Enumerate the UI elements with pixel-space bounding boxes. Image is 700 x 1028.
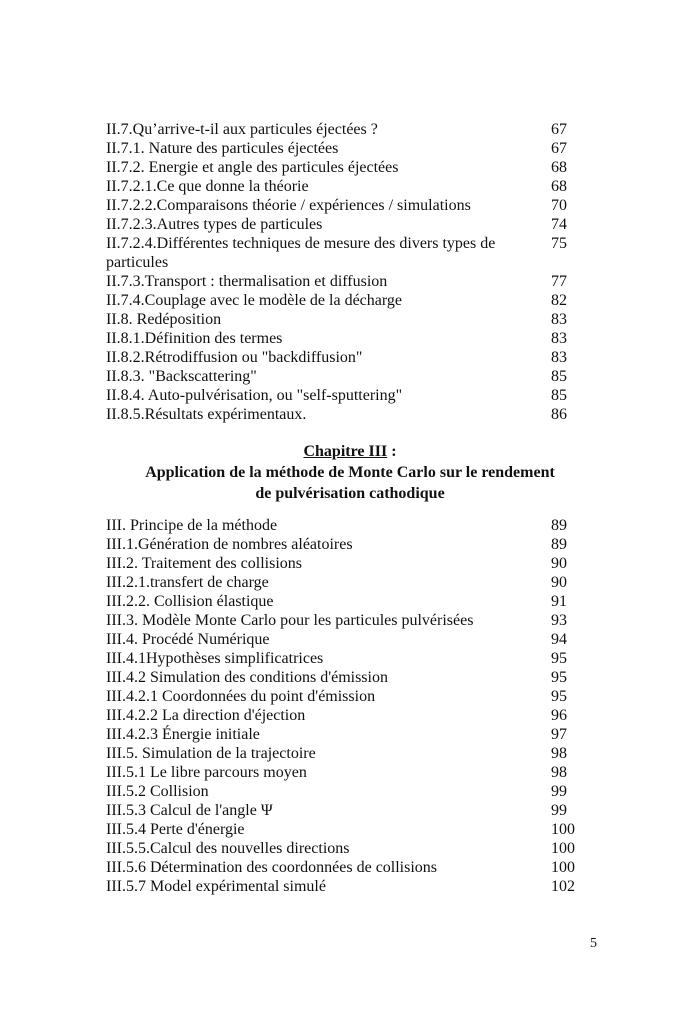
chapter-colon: : [387, 443, 397, 460]
toc-entry[interactable] [106, 744, 581, 763]
toc-entry[interactable] [106, 234, 581, 272]
chapter-title-line-2: de pulvérisation cathodique [255, 485, 445, 502]
toc-entry-page: 67 [551, 140, 567, 157]
toc-entry-page: 86 [551, 406, 567, 423]
toc-entry-page: 97 [551, 726, 567, 743]
toc-entry-title: III.5.4 Perte d'énergie [106, 821, 245, 838]
toc-entry-title: II.8.4. Auto-pulvérisation, ou "self-sputtering" [106, 387, 403, 404]
toc-entry[interactable] [106, 554, 581, 573]
toc-entry-title: II.8. Redéposition [106, 311, 222, 328]
toc-entry-title: II.7.3.Transport : thermalisation et diffusion [106, 273, 388, 290]
toc-entry-title: III. Principe de la méthode [106, 517, 278, 534]
toc-entry-page: 98 [551, 764, 567, 781]
toc-entry[interactable] [106, 405, 581, 424]
toc-entry[interactable] [106, 535, 581, 554]
toc-entry-title: III.4.1Hypothèses simplificatrices [106, 650, 324, 667]
toc-entry-page: 100 [551, 859, 575, 876]
toc-entry-title: III.4.2 Simulation des conditions d'émission [106, 669, 388, 686]
toc-entry-page: 83 [551, 330, 567, 347]
toc-entry-title: III.4.2.1 Coordonnées du point d'émission [106, 688, 376, 705]
toc-entry-title: II.7.2.2.Comparaisons théorie / expériences / simulations [106, 197, 471, 214]
toc-entry[interactable] [106, 592, 581, 611]
toc-entry-title: III.3. Modèle Monte Carlo pour les particules pulvérisées [106, 612, 474, 629]
toc-entry-page: 74 [551, 216, 567, 233]
toc-entry[interactable] [106, 291, 581, 310]
toc-entry[interactable] [106, 706, 581, 725]
toc-entry[interactable] [106, 877, 581, 896]
toc-entry-title: III.5.7 Model expérimental simulé [106, 878, 326, 895]
toc-entry-page: 90 [551, 555, 567, 572]
toc-entry[interactable] [106, 177, 581, 196]
toc-entry-title: III.4. Procédé Numérique [106, 631, 270, 648]
toc-entry-page: 91 [551, 593, 567, 610]
toc-entry-page: 82 [551, 292, 567, 309]
toc-entry-page: 85 [551, 387, 567, 404]
toc-entry-title: III.2. Traitement des collisions [106, 555, 302, 572]
toc-entry-page: 99 [551, 783, 567, 800]
toc-entry-page: 89 [551, 517, 567, 534]
toc-entry[interactable] [106, 630, 581, 649]
toc-entry-page: 70 [551, 197, 567, 214]
chapter-heading [0, 441, 700, 504]
toc-entry[interactable] [106, 839, 581, 858]
toc-entry[interactable] [106, 668, 581, 687]
toc-entry-title: III.5.6 Détermination des coordonnées de collisions [106, 859, 438, 876]
toc-entry-page: 77 [551, 273, 567, 290]
toc-entry[interactable] [106, 687, 581, 706]
toc-entry-page: 100 [551, 840, 575, 857]
toc-entry-page: 68 [551, 159, 567, 176]
toc-entry-title: II.8.2.Rétrodiffusion ou "backdiffusion" [106, 349, 363, 366]
toc-entry-page: 98 [551, 745, 567, 762]
toc-entry[interactable] [106, 196, 581, 215]
toc-entry[interactable] [106, 516, 581, 535]
toc-entry-title: III.5.3 Calcul de l'angle Ψ [106, 802, 273, 819]
toc-entry-page: 95 [551, 650, 567, 667]
toc-entry-title: III.5. Simulation de la trajectoire [106, 745, 316, 762]
toc-entry-page: 96 [551, 707, 567, 724]
toc-entry[interactable] [106, 367, 581, 386]
toc-entry-page: 83 [551, 349, 567, 366]
toc-entry[interactable] [106, 120, 581, 139]
toc-entry-title: III.5.2 Collision [106, 783, 209, 800]
chapter-label [0, 441, 700, 462]
toc-entry[interactable] [106, 329, 581, 348]
toc-entry[interactable] [106, 386, 581, 405]
toc-entry[interactable] [106, 310, 581, 329]
toc-entry-title: III.4.2.3 Énergie initiale [106, 726, 260, 743]
toc-entry-title: II.7.2.4.Différentes techniques de mesure des divers types de particules [106, 235, 496, 271]
toc-entry-title: II.7.2.3.Autres types de particules [106, 216, 323, 233]
toc-entry-page: 90 [551, 574, 567, 591]
toc-entry[interactable] [106, 801, 581, 820]
toc-entry-title: III.1.Génération de nombres aléatoires [106, 536, 353, 553]
toc-entry-title: III.2.2. Collision élastique [106, 593, 274, 610]
toc-entry[interactable] [106, 611, 581, 630]
toc-entry-page: 85 [551, 368, 567, 385]
toc-entry-page: 94 [551, 631, 567, 648]
toc-entry-page: 68 [551, 178, 567, 195]
toc-entry-title: II.7.2.1.Ce que donne la théorie [106, 178, 309, 195]
toc-entry-title: II.7.1. Nature des particules éjectées [106, 140, 339, 157]
toc-entry-page: 83 [551, 311, 567, 328]
toc-section-chapter-3 [106, 516, 581, 896]
toc-entry[interactable] [106, 573, 581, 592]
toc-entry-title: III.5.1 Le libre parcours moyen [106, 764, 307, 781]
toc-entry-title: II.8.5.Résultats expérimentaux. [106, 406, 307, 423]
toc-entry-title: II.7.Qu’arrive-t-il aux particules éjectées ? [106, 121, 378, 138]
toc-entry-page: 89 [551, 536, 567, 553]
toc-entry-page: 100 [551, 821, 575, 838]
toc-entry[interactable] [106, 139, 581, 158]
toc-entry[interactable] [106, 348, 581, 367]
toc-entry[interactable] [106, 215, 581, 234]
toc-entry[interactable] [106, 820, 581, 839]
toc-entry-title: II.7.4.Couplage avec le modèle de la décharge [106, 292, 403, 309]
toc-entry[interactable] [106, 763, 581, 782]
toc-entry-page: 102 [551, 878, 575, 895]
toc-entry-page: 93 [551, 612, 567, 629]
toc-entry-page: 75 [551, 235, 567, 252]
toc-entry-title: II.7.2. Energie et angle des particules éjectées [106, 159, 399, 176]
toc-entry[interactable] [106, 272, 581, 291]
toc-entry-page: 99 [551, 802, 567, 819]
toc-entry[interactable] [106, 158, 581, 177]
toc-entry-page: 95 [551, 688, 567, 705]
toc-entry[interactable] [106, 725, 581, 744]
toc-entry[interactable] [106, 858, 581, 877]
toc-entry-title: III.2.1.transfert de charge [106, 574, 269, 591]
chapter-title-line-1: Application de la méthode de Monte Carlo sur le rendement [145, 464, 555, 481]
toc-entry-title: II.8.3. "Backscattering" [106, 368, 257, 385]
chapter-number: Chapitre III [303, 443, 388, 460]
toc-entry-title: II.8.1.Définition des termes [106, 330, 283, 347]
toc-entry-title: III.4.2.2 La direction d'éjection [106, 707, 306, 724]
toc-entry[interactable] [106, 782, 581, 801]
toc-entry[interactable] [106, 649, 581, 668]
toc-entry-page: 95 [551, 669, 567, 686]
page-number: 5 [590, 936, 597, 951]
toc-section-chapter-2 [106, 120, 581, 424]
toc-entry-title: III.5.5.Calcul des nouvelles directions [106, 840, 350, 857]
toc-entry-page: 67 [551, 121, 567, 138]
